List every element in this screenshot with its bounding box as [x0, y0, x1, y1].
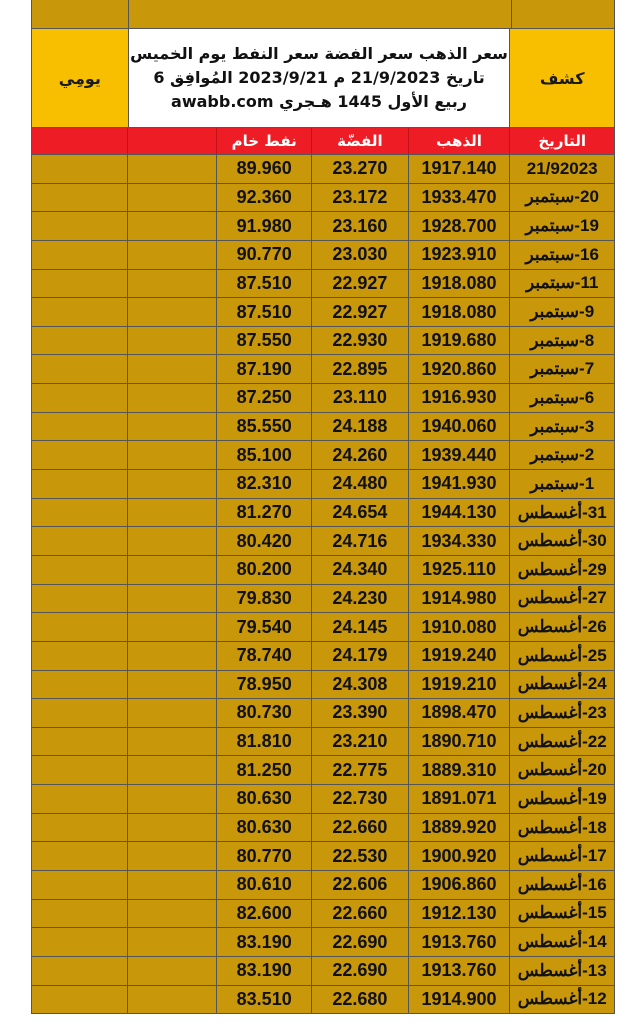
oil-price-cell: 87.550	[217, 327, 312, 355]
table-row	[31, 355, 615, 384]
oil-price-cell: 83.510	[217, 986, 312, 1014]
date-cell: 30-أغسطس	[517, 531, 607, 551]
blank-cell	[32, 756, 128, 784]
blank-cell	[128, 355, 218, 383]
gold-price-cell: 1940.060	[409, 413, 511, 441]
table-row	[31, 527, 615, 556]
gold-price-cell: 1919.240	[409, 642, 511, 670]
gold-price-cell: 1918.080	[409, 270, 511, 298]
table-row	[31, 613, 615, 642]
blank-cell	[32, 699, 128, 727]
date-cell: 6-سبتمبر	[530, 387, 595, 407]
date-cell: 26-أغسطس	[517, 617, 607, 637]
table-header	[31, 28, 615, 128]
oil-price-cell: 79.830	[217, 585, 312, 613]
silver-price-cell: 24.654	[312, 499, 409, 527]
date-cell: 1-سبتمبر	[530, 473, 595, 493]
gold-price-cell: 1914.900	[409, 986, 511, 1014]
silver-price-cell: 22.680	[312, 986, 409, 1014]
table-row	[31, 957, 615, 986]
table-row	[31, 699, 615, 728]
table-row	[31, 871, 615, 900]
oil-price-cell: 80.610	[217, 871, 312, 899]
silver-price-cell: 22.895	[312, 355, 409, 383]
blank-cell	[32, 556, 128, 584]
oil-price-cell: 80.200	[217, 556, 312, 584]
blank-cell	[32, 900, 128, 928]
silver-price-cell: 23.210	[312, 728, 409, 756]
date-cell: 23-أغسطس	[517, 702, 607, 722]
table-row	[31, 184, 615, 213]
silver-price-cell: 22.690	[312, 957, 409, 985]
date-cell: 31-أغسطس	[517, 502, 607, 522]
oil-price-cell: 79.540	[217, 613, 312, 641]
blank-cell	[128, 527, 218, 555]
blank-cell	[128, 327, 218, 355]
title-line-2: تاريخ 21/9/2023 م 2023/9/21 المُوافِق 6	[153, 68, 485, 87]
silver-price-cell: 24.480	[312, 470, 409, 498]
table-row	[31, 470, 615, 499]
blank-cell	[128, 556, 218, 584]
blank-cell	[32, 184, 128, 212]
oil-price-cell: 80.630	[217, 814, 312, 842]
oil-price-cell: 80.630	[217, 785, 312, 813]
blank-cell	[32, 957, 128, 985]
column-header-blank	[128, 128, 218, 154]
date-cell: 12-أغسطس	[517, 989, 607, 1009]
silver-price-cell: 24.260	[312, 441, 409, 469]
oil-price-cell: 81.250	[217, 756, 312, 784]
silver-price-cell: 22.530	[312, 842, 409, 870]
date-cell: 18-أغسطس	[517, 817, 607, 837]
blank-cell	[128, 986, 218, 1014]
table-row	[31, 327, 615, 356]
silver-price-cell: 23.110	[312, 384, 409, 412]
blank-cell	[32, 212, 128, 240]
oil-price-cell: 92.360	[217, 184, 312, 212]
date-cell: 25-أغسطس	[517, 645, 607, 665]
blank-cell	[128, 699, 218, 727]
silver-price-cell: 24.230	[312, 585, 409, 613]
gold-price-cell: 1914.980	[409, 585, 511, 613]
silver-price-cell: 24.145	[312, 613, 409, 641]
gold-price-cell: 1906.860	[409, 871, 511, 899]
table-row	[31, 642, 615, 671]
table-body	[31, 155, 615, 1014]
blank-cell	[32, 613, 128, 641]
table-row	[31, 384, 615, 413]
blank-cell	[32, 814, 128, 842]
silver-price-cell: 22.927	[312, 298, 409, 326]
blank-cell	[128, 928, 218, 956]
blank-cell	[32, 527, 128, 555]
blank-cell	[128, 384, 218, 412]
date-cell: 19-سبتمبر	[525, 216, 599, 236]
column-header-date: التاريخ	[538, 132, 586, 150]
silver-price-cell: 22.606	[312, 871, 409, 899]
blank-cell	[128, 871, 218, 899]
blank-cell	[128, 756, 218, 784]
kashf-label: كشف	[510, 29, 614, 127]
date-cell: 9-سبتمبر	[530, 302, 595, 322]
silver-price-cell: 24.308	[312, 671, 409, 699]
silver-price-cell: 22.927	[312, 270, 409, 298]
table-row	[31, 785, 615, 814]
blank-cell	[128, 184, 218, 212]
gold-price-cell: 1917.140	[409, 155, 511, 183]
table-row	[31, 928, 615, 957]
blank-cell	[128, 585, 218, 613]
column-divider	[511, 0, 512, 28]
date-cell: 16-أغسطس	[517, 874, 607, 894]
blank-cell	[128, 241, 218, 269]
blank-cell	[32, 441, 128, 469]
gold-price-cell: 1889.920	[409, 814, 511, 842]
silver-price-cell: 23.270	[312, 155, 409, 183]
silver-price-cell: 22.660	[312, 900, 409, 928]
blank-cell	[128, 613, 218, 641]
daily-label: يومِي	[32, 29, 129, 127]
table-row	[31, 900, 615, 929]
silver-price-cell: 23.390	[312, 699, 409, 727]
oil-price-cell: 85.100	[217, 441, 312, 469]
table-row	[31, 986, 615, 1015]
date-cell: 17-أغسطس	[517, 846, 607, 866]
silver-price-cell: 24.188	[312, 413, 409, 441]
gold-price-cell: 1939.440	[409, 441, 511, 469]
blank-cell	[32, 470, 128, 498]
oil-price-cell: 91.980	[217, 212, 312, 240]
gold-price-cell: 1889.310	[409, 756, 511, 784]
blank-cell	[32, 986, 128, 1014]
oil-price-cell: 81.270	[217, 499, 312, 527]
date-cell: 3-سبتمبر	[530, 416, 595, 436]
blank-cell	[128, 642, 218, 670]
gold-price-cell: 1933.470	[409, 184, 511, 212]
oil-price-cell: 82.310	[217, 470, 312, 498]
gold-price-cell: 1919.680	[409, 327, 511, 355]
table-row	[31, 756, 615, 785]
table-row	[31, 728, 615, 757]
column-divider	[128, 0, 129, 28]
oil-price-cell: 83.190	[217, 928, 312, 956]
table-row	[31, 270, 615, 299]
date-cell: 20-سبتمبر	[525, 187, 599, 207]
blank-cell	[32, 842, 128, 870]
gold-price-cell: 1916.930	[409, 384, 511, 412]
oil-price-cell: 85.550	[217, 413, 312, 441]
blank-cell	[32, 728, 128, 756]
oil-price-cell: 87.190	[217, 355, 312, 383]
blank-cell	[32, 241, 128, 269]
date-cell: 16-سبتمبر	[525, 244, 599, 264]
blank-cell	[128, 212, 218, 240]
oil-price-cell: 80.420	[217, 527, 312, 555]
date-cell: 2-سبتمبر	[530, 445, 595, 465]
silver-price-cell: 23.030	[312, 241, 409, 269]
column-header-oil: نفط خام	[217, 128, 312, 154]
gold-price-cell: 1920.860	[409, 355, 511, 383]
oil-price-cell: 82.600	[217, 900, 312, 928]
column-header-silver: الفضّة	[312, 128, 409, 154]
blank-cell	[128, 957, 218, 985]
gold-price-cell: 1912.130	[409, 900, 511, 928]
blank-cell	[32, 327, 128, 355]
blank-cell	[128, 728, 218, 756]
blank-cell	[128, 470, 218, 498]
oil-price-cell: 87.250	[217, 384, 312, 412]
oil-price-cell: 80.770	[217, 842, 312, 870]
title-line-1: سعر الذهب سعر الفضة سعر النفط يوم الخميس	[130, 44, 508, 63]
blank-cell	[128, 900, 218, 928]
title-line-3: ربيع الأول 1445 هـجري awabb.com	[171, 92, 467, 111]
gold-price-cell: 1891.071	[409, 785, 511, 813]
gold-price-cell: 1913.760	[409, 928, 511, 956]
silver-price-cell: 22.930	[312, 327, 409, 355]
blank-cell	[128, 785, 218, 813]
oil-price-cell: 80.730	[217, 699, 312, 727]
column-headers	[31, 128, 615, 155]
date-cell: 15-أغسطس	[517, 903, 607, 923]
date-cell: 24-أغسطس	[517, 674, 607, 694]
gold-price-cell: 1910.080	[409, 613, 511, 641]
gold-price-cell: 1923.910	[409, 241, 511, 269]
gold-price-cell: 1913.760	[409, 957, 511, 985]
blank-cell	[32, 298, 128, 326]
blank-cell	[32, 499, 128, 527]
blank-cell	[128, 270, 218, 298]
silver-price-cell: 22.690	[312, 928, 409, 956]
blank-cell	[128, 814, 218, 842]
blank-cell	[32, 355, 128, 383]
table-row	[31, 556, 615, 585]
table-row	[31, 212, 615, 241]
table-row	[31, 155, 615, 184]
gold-price-cell: 1919.210	[409, 671, 511, 699]
gold-price-cell: 1900.920	[409, 842, 511, 870]
oil-price-cell: 89.960	[217, 155, 312, 183]
oil-price-cell: 90.770	[217, 241, 312, 269]
gold-price-cell: 1934.330	[409, 527, 511, 555]
oil-price-cell: 81.810	[217, 728, 312, 756]
blank-cell	[128, 842, 218, 870]
price-table	[31, 0, 615, 1024]
blank-cell	[32, 671, 128, 699]
blank-cell	[128, 298, 218, 326]
top-band	[31, 0, 615, 28]
blank-cell	[32, 928, 128, 956]
blank-cell	[32, 642, 128, 670]
table-row	[31, 441, 615, 470]
silver-price-cell: 24.716	[312, 527, 409, 555]
oil-price-cell: 83.190	[217, 957, 312, 985]
date-cell: 7-سبتمبر	[530, 359, 595, 379]
gold-price-cell: 1890.710	[409, 728, 511, 756]
table-row	[31, 814, 615, 843]
blank-cell	[32, 384, 128, 412]
blank-cell	[128, 155, 218, 183]
blank-cell	[128, 499, 218, 527]
date-cell: 11-سبتمبر	[525, 273, 599, 293]
table-row	[31, 298, 615, 327]
table-row	[31, 585, 615, 614]
date-cell: 27-أغسطس	[517, 588, 607, 608]
silver-price-cell: 22.660	[312, 814, 409, 842]
date-cell: 20-أغسطس	[517, 760, 607, 780]
table-row	[31, 499, 615, 528]
date-cell: 22-أغسطس	[517, 731, 607, 751]
table-row	[31, 671, 615, 700]
gold-price-cell: 1928.700	[409, 212, 511, 240]
date-cell: 14-أغسطس	[517, 932, 607, 952]
silver-price-cell: 22.775	[312, 756, 409, 784]
silver-price-cell: 24.340	[312, 556, 409, 584]
blank-cell	[32, 585, 128, 613]
blank-cell	[128, 671, 218, 699]
silver-price-cell: 24.179	[312, 642, 409, 670]
oil-price-cell: 78.740	[217, 642, 312, 670]
oil-price-cell: 78.950	[217, 671, 312, 699]
gold-price-cell: 1898.470	[409, 699, 511, 727]
gold-price-cell: 1941.930	[409, 470, 511, 498]
date-cell: 13-أغسطس	[517, 960, 607, 980]
table-row	[31, 842, 615, 871]
table-title	[129, 29, 511, 127]
date-cell: 29-أغسطس	[517, 559, 607, 579]
column-header-blank	[32, 128, 128, 154]
gold-price-cell: 1925.110	[409, 556, 511, 584]
column-header-gold: الذهب	[409, 128, 511, 154]
table-row	[31, 413, 615, 442]
silver-price-cell: 23.160	[312, 212, 409, 240]
blank-cell	[32, 270, 128, 298]
silver-price-cell: 23.172	[312, 184, 409, 212]
blank-cell	[32, 785, 128, 813]
blank-cell	[128, 413, 218, 441]
blank-cell	[32, 413, 128, 441]
blank-cell	[32, 155, 128, 183]
gold-price-cell: 1918.080	[409, 298, 511, 326]
oil-price-cell: 87.510	[217, 270, 312, 298]
silver-price-cell: 22.730	[312, 785, 409, 813]
date-cell: 21/92023	[526, 158, 598, 178]
oil-price-cell: 87.510	[217, 298, 312, 326]
blank-cell	[32, 871, 128, 899]
blank-cell	[128, 441, 218, 469]
date-cell: 8-سبتمبر	[530, 330, 595, 350]
date-cell: 19-أغسطس	[517, 788, 607, 808]
table-row	[31, 241, 615, 270]
gold-price-cell: 1944.130	[409, 499, 511, 527]
